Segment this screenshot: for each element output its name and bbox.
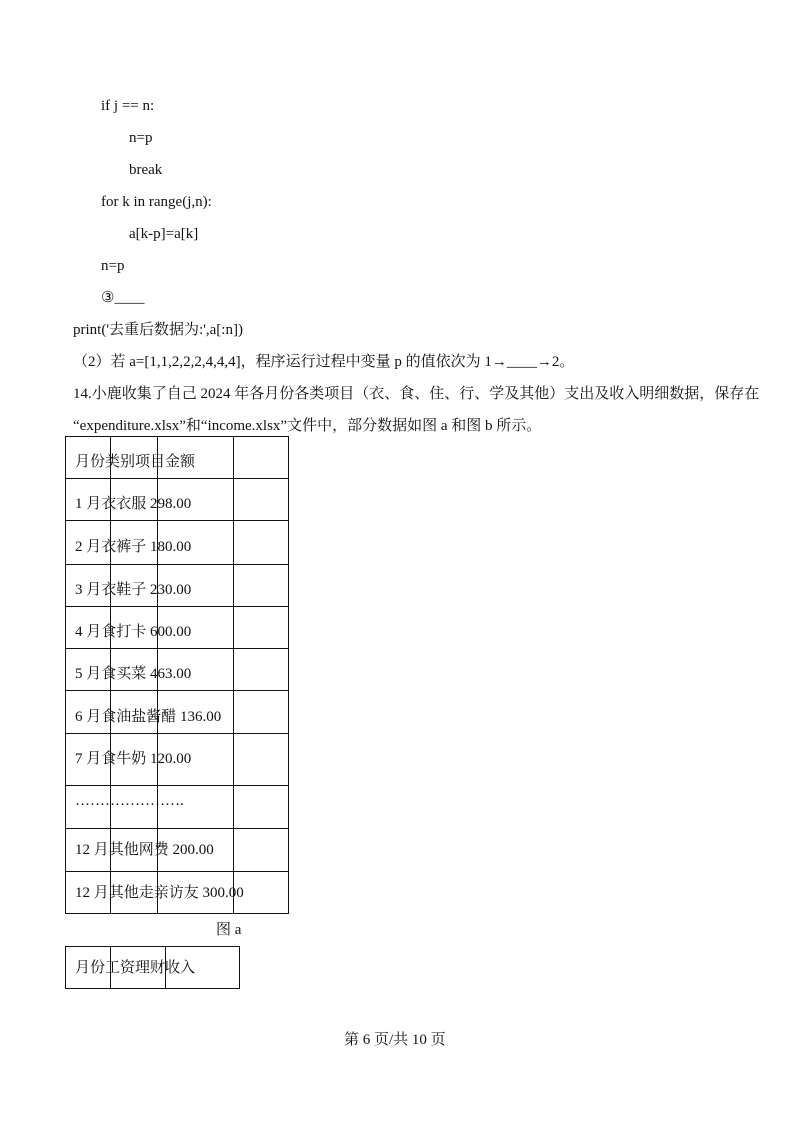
table-a-row-divider xyxy=(65,871,289,872)
table-a-row: 12 月其他网费 200.00 xyxy=(75,842,214,858)
page-footer: 第 6 页/共 10 页 xyxy=(344,1032,446,1048)
table-a-row: 3 月衣鞋子 230.00 xyxy=(75,582,192,598)
question-14-line-2: “expenditure.xlsx”和“income.xlsx”文件中，部分数据如图 a 和图 b 所示。 xyxy=(73,418,542,434)
question-14-line-1: 14.小鹿收集了自己 2024 年各月份各类项目（衣、食、住、行、学及其他）支出及收入明细数据，保存在 xyxy=(73,386,760,402)
table-a-row-divider xyxy=(65,690,289,691)
table-a-row-divider xyxy=(65,828,289,829)
table-a-row-divider xyxy=(65,733,289,734)
table-a-row-divider xyxy=(65,564,289,565)
table-a-row: 4 月食打卡 600.00 xyxy=(75,624,192,640)
figure-a-caption: 图 a xyxy=(216,922,242,938)
table-a-row: 1 月衣衣服 298.00 xyxy=(75,496,192,512)
code-line-5: a[k-p]=a[k] xyxy=(129,226,199,242)
table-b-header: 月份工资理财收入 xyxy=(75,960,196,976)
table-a-row: 7 月食牛奶 120.00 xyxy=(75,751,192,767)
code-line-8: print('去重后数据为:',a[:n]) xyxy=(73,322,243,338)
table-a-row: 2 月衣裤子 180.00 xyxy=(75,539,192,555)
code-line-1: if j == n: xyxy=(101,98,155,114)
table-a-row-divider xyxy=(65,520,289,521)
question-2-text: （2）若 a=[1,1,2,2,2,4,4,4]，程序运行过程中变量 p 的值依次为 1→____→2。 xyxy=(73,354,575,370)
code-line-7: ③____ xyxy=(101,290,145,306)
table-a-row: 6 月食油盐酱醋 136.00 xyxy=(75,709,222,725)
table-a-row-divider xyxy=(65,648,289,649)
table-a-row-divider xyxy=(65,785,289,786)
code-line-2: n=p xyxy=(129,130,153,146)
table-a-col-divider xyxy=(233,436,234,914)
code-line-4: for k in range(j,n): xyxy=(101,194,212,210)
table-a-row: 5 月食买菜 463.00 xyxy=(75,666,192,682)
code-line-3: break xyxy=(129,162,163,178)
code-line-6: n=p xyxy=(101,258,125,274)
table-a-row: 月份类别项目金额 xyxy=(75,454,196,470)
table-a-row-divider xyxy=(65,606,289,607)
table-a-row: …………………. xyxy=(75,793,184,809)
table-a-row: 12 月其他走亲访友 300.00 xyxy=(75,885,244,901)
table-a-row-divider xyxy=(65,478,289,479)
